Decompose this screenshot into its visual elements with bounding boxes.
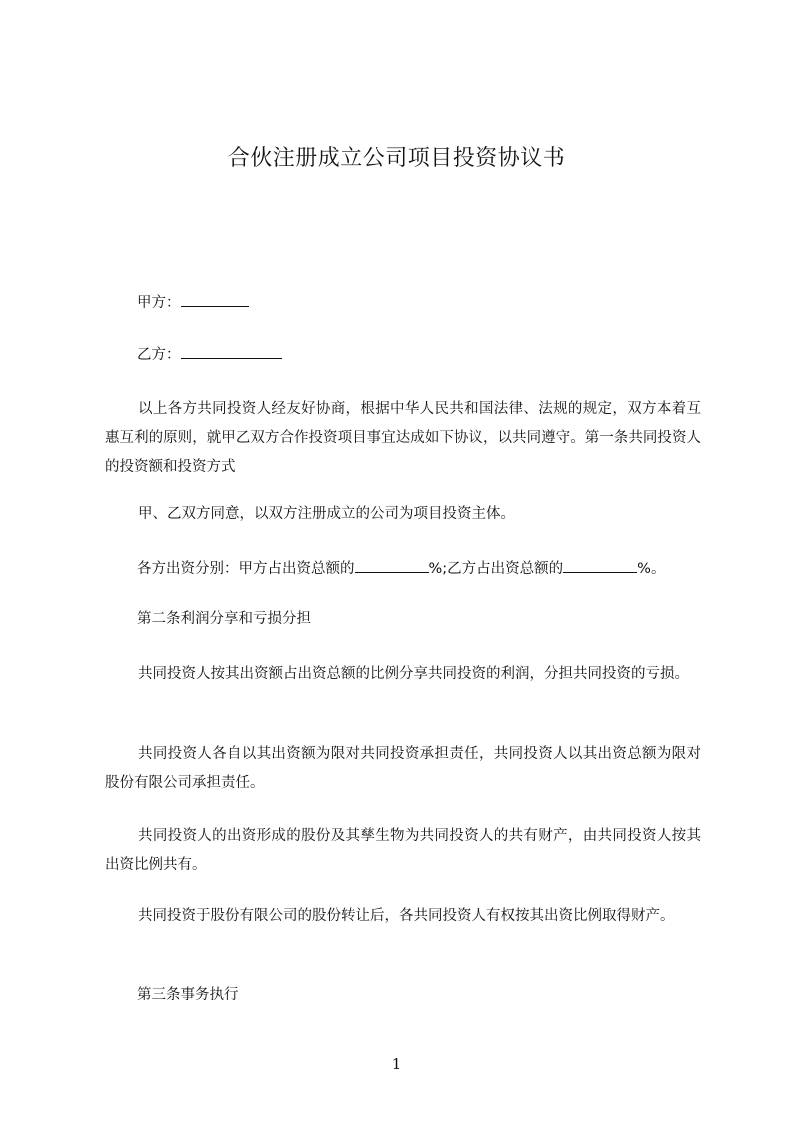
investment-ratio-text-3: %。 [637, 561, 666, 577]
party-a-blank [181, 290, 249, 307]
party-b-ratio-blank [563, 556, 637, 573]
party-b-label: 乙方： [137, 347, 181, 363]
intro-paragraph: 以上各方共同投资人经友好协商，根据中华人民共和国法律、法规的规定，双方本着互惠互利的原则，就甲乙双方合作投资项目事宜达成如下协议，以共同遵守。第一条共同投资人的投资额和投资方式 [105, 401, 701, 475]
page-number: 1 [391, 1055, 402, 1073]
article2-paragraph-1: 共同投资人按其出资额占出资总额的比例分享共同投资的利润，分担共同投资的亏损。 [138, 666, 689, 682]
article3-heading: 第三条事务执行 [137, 987, 239, 1003]
party-a-label: 甲方： [137, 295, 181, 311]
article1-paragraph-2 [137, 556, 665, 580]
article2-paragraph-2: 共同投资人各自以其出资额为限对共同投资承担责任，共同投资人以其出资总额为限对股份有限公司承担责任。 [105, 746, 701, 791]
article2-heading: 第二条利润分享和亏损分担 [137, 611, 311, 627]
article2-paragraph-4: 共同投资于股份有限公司的股份转让后，各共同投资人有权按其出资比例取得财产。 [138, 908, 675, 924]
article1-paragraph-1: 甲、乙双方同意，以双方注册成立的公司为项目投资主体。 [138, 506, 515, 522]
article2-paragraph-3: 共同投资人的出资形成的股份及其孳生物为共同投资人的共有财产，由共同投资人按其出资比例共有。 [105, 828, 701, 873]
party-a-line [137, 290, 249, 314]
investment-ratio-text-2: %;乙方占出资总额的 [428, 561, 564, 577]
party-b-line [137, 342, 282, 366]
party-a-ratio-blank [355, 556, 429, 573]
investment-ratio-text-1: 各方出资分别：甲方占出资总额的 [137, 561, 355, 577]
document-title: 合伙注册成立公司项目投资协议书 [227, 146, 566, 171]
party-b-blank [181, 342, 282, 359]
